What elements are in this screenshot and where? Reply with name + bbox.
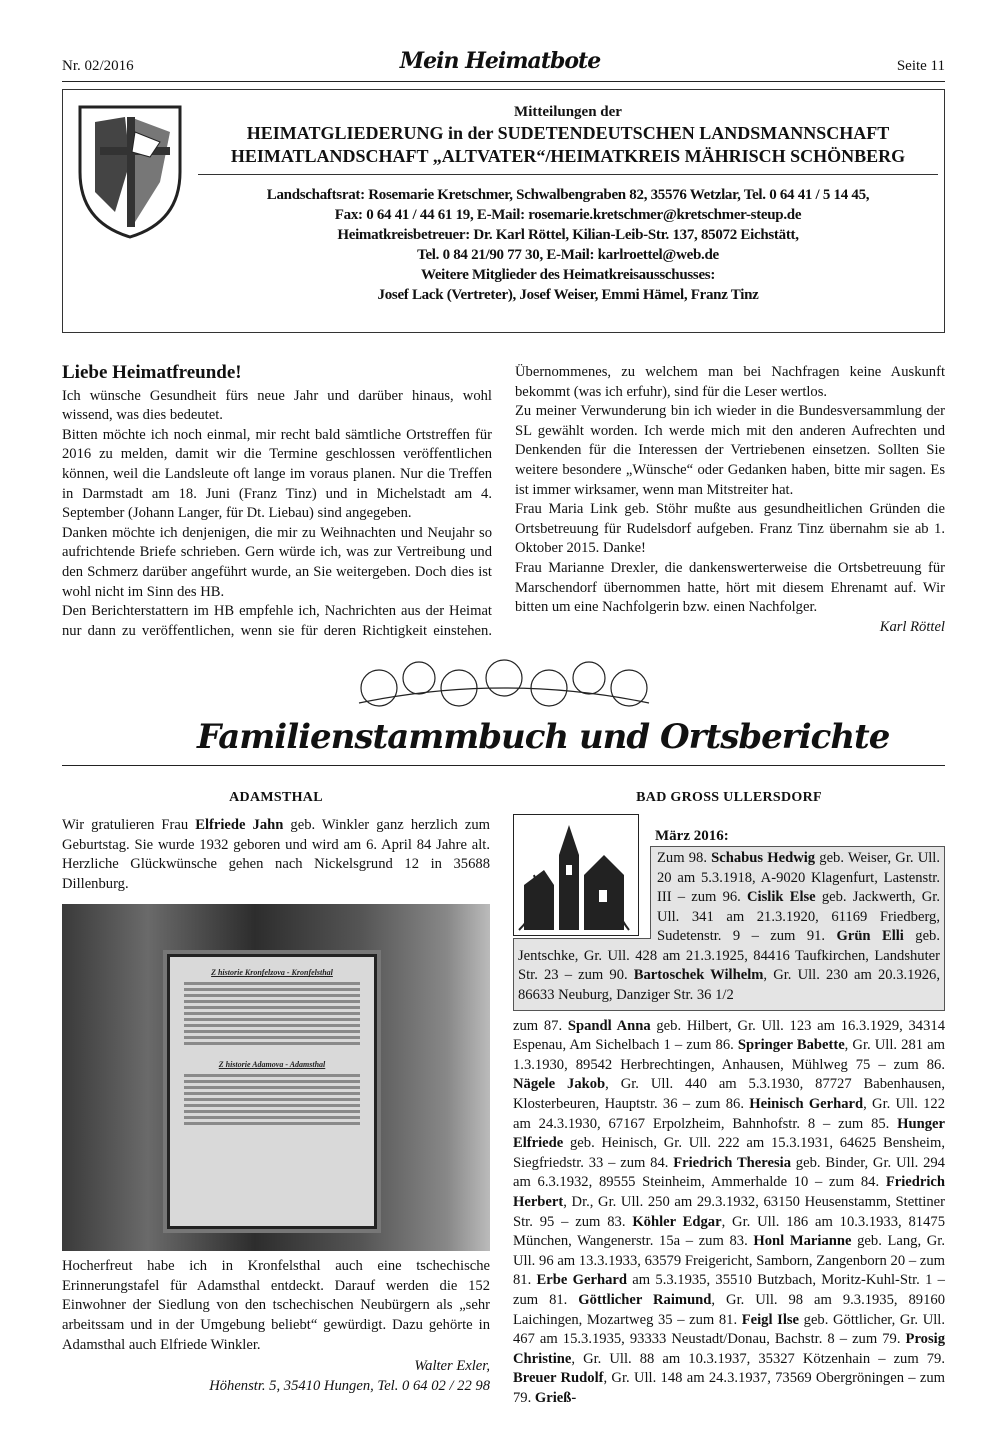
entry-text: geb. Heinisch, Gr. Ull. 222 am 15.3.1931, 64625 Bensheim, Siegfriedstr. 33 – zum 84. <box>513 1135 945 1171</box>
entry-text: geb. Binder, Gr. Ull. 294 am 6.3.1932, 89555 Steinheim, Ammerhalde 10 – zum 84. <box>513 1154 945 1191</box>
infobox-divider <box>198 174 938 175</box>
entry-text: zum 87. <box>513 1017 568 1034</box>
person-name: Schabus Hedwig <box>711 849 816 866</box>
entry-text: , Gr. Ull. 230 am 20.3.1926, 86633 Neuburg, Danziger Str. 36 1/2 <box>518 967 940 1004</box>
entry-text: , Gr. Ull. 98 am 9.3.1935, 89160 Laichingen, Mozartweg 35 – zum 81. <box>513 1291 945 1328</box>
entry-text: , Gr. Ull. 281 am 1.3.1930, 89542 Herbrechtingen, Anhausen, Mühlweg 75 – zum 86. <box>513 1037 945 1073</box>
ullersdorf-article <box>513 788 945 1408</box>
adamsthal-article <box>62 788 490 1396</box>
section-title: Familienstammbuch und Ortsberichte <box>197 717 890 758</box>
letter-paragraph: Frau Marianne Drexler, die dankenswerterweise die Ortsbetreuung für Marschendorf übernommen hatte, hört mit diesem Ehrenamt auf. Wir bitten um eine Nachfolgerin bzw. einen Nachfolger. <box>515 559 945 616</box>
contact-line: Weitere Mitglieder des Heimatkreisausschusses: <box>420 267 716 283</box>
entry-text: , Gr. Ull. 122 am 24.3.1930, 67167 Erpolzheim, Bahnhofstr. 8 – zum 85. <box>513 1096 945 1132</box>
coat-of-arms-icon <box>75 102 185 240</box>
person-name: Elfriede Jahn <box>195 816 284 833</box>
letter-article <box>62 363 945 641</box>
letter-paragraph: Zu meiner Verwunderung bin ich wieder in die Bundesversammlung der SL gewählt worden. Ich werde mich mit den anderen Aufrechten und Denkenden für die Interessen der Vertriebenen einsetzen. Sollten Sie weitere besondere „Wünsche“ oder Gedanken haben, bitte mir sagen. Es ist immer wirksamer, wenn man Mitstreiter hat. <box>515 403 945 498</box>
contact-line: Landschaftsrat: Rosemarie Kretschmer, Schwalbengraben 82, 35576 Wetzlar, Tel. 0 64 41 / 5 14 45, <box>266 187 870 203</box>
person-name: Köhler Edgar <box>632 1213 722 1230</box>
plaque-heading: Z historie Adamova - Adamsthal <box>218 1060 326 1070</box>
entry-text: geb. Jentschke, Gr. Ull. 428 am 21.3.1925, 84416 Taufkirchen, Landshuter Str. 23 – zum 90. <box>518 928 940 984</box>
letter-paragraph: Frau Maria Link geb. Stöhr mußte aus gesundheitlichen Gründen die Ortsbetreuung für Rudelsdorf aufgeben. Franz Tinz übernahm sie ab 1. Oktober 2015. Danke! <box>515 501 945 557</box>
person-name: Cislik Else <box>747 889 816 906</box>
entry-text: , Gr. Ull. 148 am 24.3.1937, 73569 Obergröningen – zum 79. <box>513 1370 945 1406</box>
section-title-row <box>62 713 945 766</box>
page-header <box>62 0 945 82</box>
person-name: Grieß- <box>534 1389 577 1406</box>
entry-text: , Gr. Ull. 88 am 10.3.1937, 35327 Kötzenhain – zum 79. <box>571 1350 945 1367</box>
entry-text: geb. Hilbert, Gr. Ull. 123 am 16.3.1929, 34314 Espenau, Am Sichelbach 1 – zum 86. <box>513 1017 945 1054</box>
person-name: Nägele Jakob <box>513 1076 606 1093</box>
letter-paragraph: Ich wünsche Gesundheit fürs neue Jahr und darüber hinaus, wohl wissend, was dies bedeutet. <box>62 387 492 424</box>
adamsthal-paragraph: Hocherfreut habe ich in Kronfelsthal auch eine tschechische Erinnerungstafel für Adamsthal entdeckt. Darauf werden die 152 Einwohner der Siedlung von den tschechischen Neubürgern als „sehr arbeitssam und in der Umgebung beliebt“ gewürdigt. Dazu gehörte in Adamsthal auch Elfriede Winkler. <box>62 1258 490 1353</box>
person-name: Prosig Christine <box>513 1331 945 1367</box>
reports-section <box>62 788 945 1408</box>
entry-text: Wir gratulieren Frau <box>62 816 196 833</box>
memorial-plaque <box>167 954 377 1229</box>
contact-line: Fax: 0 64 41 / 44 61 19, E-Mail: rosemarie.kretschmer@kretschmer-steup.de <box>334 207 802 223</box>
person-name: Göttlicher Raimund <box>578 1291 712 1308</box>
entry-text: am 5.3.1935, 35510 Butzbach, Moritz-Kuhl-Str. 1 – zum 81. <box>513 1272 945 1308</box>
organization-infobox <box>62 89 945 333</box>
entry-text: Zum 98. <box>657 849 712 866</box>
contact-line: Josef Lack (Vertreter), Josef Weiser, Emmi Hämel, Franz Tinz <box>377 287 759 303</box>
contact-line: Tel. 0 84 21/90 77 30, E-Mail: karlroettel@web.de <box>417 247 719 263</box>
ullersdorf-heading: BAD GROSS ULLERSDORF <box>636 790 822 806</box>
person-name: Breuer Rudolf <box>513 1370 604 1387</box>
letter-signature: Karl Röttel <box>879 618 945 635</box>
birthday-list <box>513 1017 945 1409</box>
letter-title: Liebe Heimatfreunde! <box>62 362 242 383</box>
person-name: Heinisch Gerhard <box>749 1096 864 1113</box>
adamsthal-paragraph <box>62 816 490 894</box>
person-name: Feigl Ilse <box>741 1311 800 1328</box>
person-name: Springer Babette <box>737 1037 845 1054</box>
entry-text: geb. Weiser, Gr. Ull. 20 am 5.3.1918, A-9020 Klagenfurt, Lastenstr. III – zum 96. <box>657 849 940 906</box>
entry-text: geb. Jackwerth, Gr. Ull. 341 am 21.3.1920, 61169 Friedberg, Sudetenstr. 9 – zum 91. <box>657 889 940 945</box>
infobox-title-1: HEIMATGLIEDERUNG in der SUDETENDEUTSCHEN LANDSMANNSCHAFT <box>246 123 890 143</box>
church-illustration-frame <box>513 846 651 939</box>
page-number: Seite 11 <box>896 58 945 74</box>
entry-text: , Dr., Gr. Ull. 250 am 29.3.1932, 63150 Heusenstamm, Stettiner Str. 95 – zum 83. <box>513 1194 945 1230</box>
entry-text: , Gr. Ull. 440 am 5.3.1930, 87727 Babenhausen, Klosterbeuren, Hauptstr. 36 – zum 86. <box>513 1076 945 1113</box>
entry-text: geb. Winkler ganz herzlich zum Geburtstag. Sie wurde 1932 geboren und wird am 6. April 84 Jahre alt. Herzliche Glückwünsche gehen nach Nickelsgrund 12 in 35688 Dillenburg. <box>62 816 490 892</box>
person-name: Grün Elli <box>836 928 904 945</box>
memorial-plaque-photo <box>62 904 490 1251</box>
author-address: Höhenstr. 5, 35410 Hungen, Tel. 0 64 02 / 22 98 <box>209 1377 490 1394</box>
infobox-title-2: HEIMATLANDSCHAFT „ALTVATER“/HEIMATKREIS MÄHRISCH SCHÖNBERG <box>230 146 906 166</box>
person-name: Friedrich Herbert <box>513 1174 945 1210</box>
person-name: Honl Marianne <box>753 1233 852 1250</box>
entry-text: , Gr. Ull. 186 am 10.3.1933, 81475 München, Wangenerstr. 15a – zum 83. <box>513 1213 945 1250</box>
author-name: Walter Exler, <box>414 1358 490 1375</box>
birthday-highlight-box <box>513 846 945 1011</box>
person-name: Bartoschek Wilhelm <box>633 967 764 984</box>
person-name: Hunger Elfriede <box>513 1115 945 1152</box>
person-name: Friedrich Theresia <box>673 1154 791 1171</box>
infobox-text <box>198 90 938 315</box>
entry-text: geb. Göttlicher, Gr. Ull. 467 am 15.3.1935, 93333 Neustadt/Donau, Bachstr. 8 – zum 79. <box>513 1311 945 1348</box>
letter-paragraph: Den Berichterstattern im HB empfehle ich, Nachrichten aus der Heimat nur dann zu veröffentlichen, wenn sie für deren Richtigkeit einstehen. Übernommenes, zu welchem man bei Nachfragen keine Auskunft bekommt (was ich erfuhr), sind für die Leser wertlos. <box>62 364 945 639</box>
letter-paragraph: Bitten möchte ich noch einmal, mir recht bald sämtliche Ortstreffen für 2016 zu melden, damit wir die Termine geschlossen veröffentlichen können, weil die Landsleute oft lange im voraus planen. Nur die Treffen in Darmstadt am 18. Juni (Franz Tinz) und in Michelstadt am 4. September (Johann Langer, für Dt. Liebau) sind angegeben. <box>62 426 492 522</box>
adamsthal-heading: ADAMSTHAL <box>229 790 323 806</box>
letter-paragraph: Danken möchte ich denjenigen, die mir zu Weihnachten und Neujahr so aufrichtende Briefe schrieben. Gern würde ich, was zur Vertreibung und den Schmerz darüber angeführt wurde, an Sie weitergeben. Doch dies ist wohl nicht im Sinn des HB. <box>62 524 492 600</box>
floral-ornament-icon <box>349 653 659 713</box>
person-name: Erbe Gerhard <box>536 1272 627 1289</box>
month-heading: März 2016: <box>655 827 729 844</box>
person-name: Spandl Anna <box>567 1017 651 1034</box>
infobox-intro: Mitteilungen der <box>514 104 622 120</box>
plaque-heading: Z historie Kronfelzova - Kronfelsthal <box>211 968 333 978</box>
entry-text: geb. Lang, Gr. Ull. 96 am 13.3.1933, 63579 Freigericht, Samborn, Zangenborn 20 – zum 81. <box>513 1233 946 1289</box>
contact-line: Heimatkreisbetreuer: Dr. Karl Röttel, Kilian-Leib-Str. 137, 85072 Eichstätt, <box>337 227 799 243</box>
church-illustration-icon <box>513 814 639 936</box>
issue-number: Nr. 02/2016 <box>62 58 134 74</box>
masthead-logo: Mein Heimatbote <box>399 48 601 74</box>
